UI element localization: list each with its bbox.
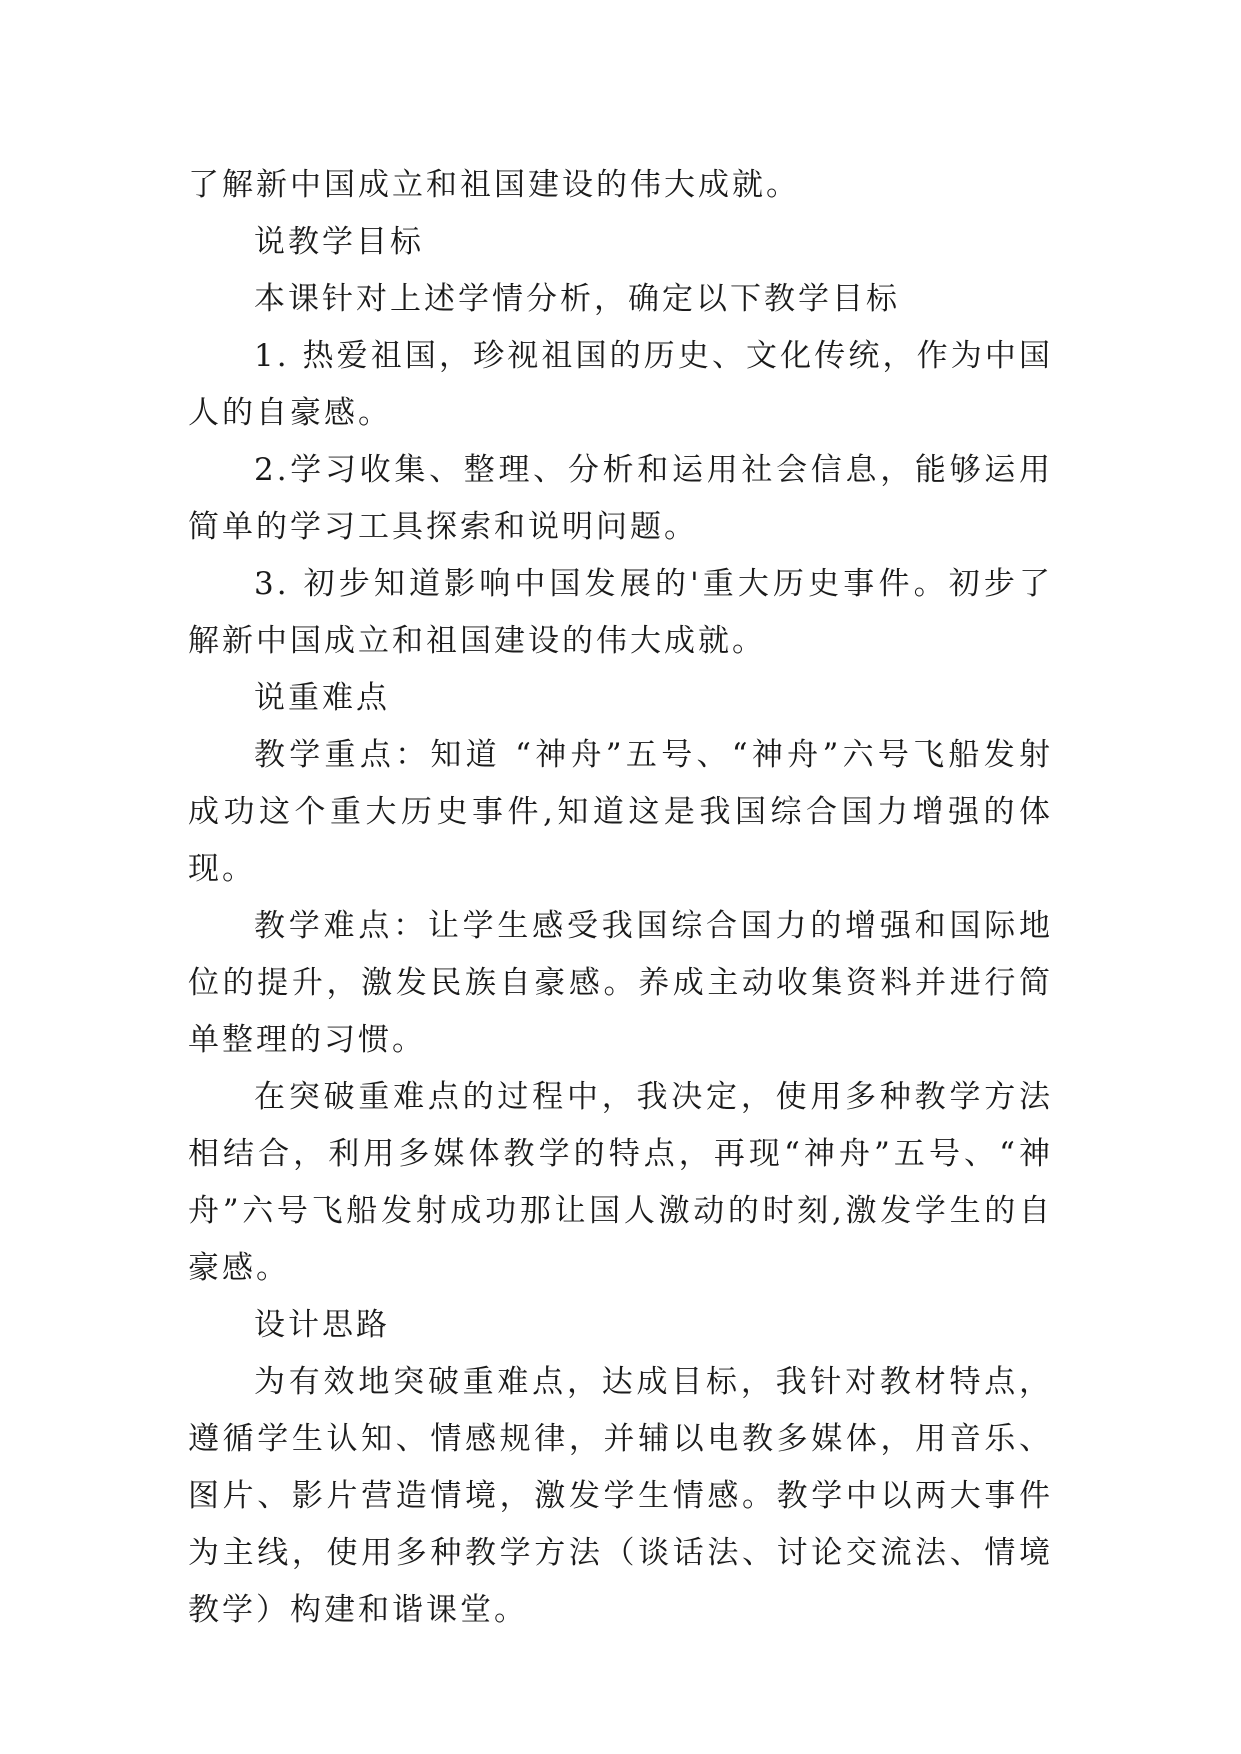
paragraph-key-points: 教学重点：知道 “神舟”五号、“神舟”六号飞船发射成功这个重大历史事件,知道这是我国综合国力增强的体现。 <box>188 737 1053 887</box>
heading-key-difficulties: 说重难点 <box>254 680 390 716</box>
goal-item-1: 1. 热爱祖国，珍视祖国的历史、文化传统，作为中国人的自豪感。 <box>188 338 1053 431</box>
paragraph-continuation: 了解新中国成立和祖国建设的伟大成就。 <box>188 167 800 203</box>
goal-item-2: 2.学习收集、整理、分析和运用社会信息，能够运用简单的学习工具探索和说明问题。 <box>188 452 1053 545</box>
paragraph-difficulties: 教学难点：让学生感受我国综合国力的增强和国际地位的提升，激发民族自豪感。养成主动收集资料并进行简单整理的习惯。 <box>188 908 1053 1058</box>
paragraph-design-ideas: 为有效地突破重难点，达成目标，我针对教材特点，遵循学生认知、情感规律，并辅以电教多媒体，用音乐、图片、影片营造情境，激发学生情感。教学中以两大事件为主线，使用多种教学方法（谈话法、讨论交流法、情境教学）构建和谐课堂。 <box>188 1364 1053 1628</box>
heading-teaching-goals: 说教学目标 <box>254 224 424 260</box>
heading-design-ideas: 设计思路 <box>254 1307 390 1343</box>
document-body <box>188 157 1053 1639</box>
paragraph-approach: 在突破重难点的过程中，我决定，使用多种教学方法相结合，利用多媒体教学的特点，再现“神舟”五号、“神舟”六号飞船发射成功那让国人激动的时刻,激发学生的自豪感。 <box>188 1079 1053 1286</box>
paragraph-goals-intro: 本课针对上述学情分析，确定以下教学目标 <box>254 281 900 317</box>
goal-item-3: 3. 初步知道影响中国发展的'重大历史事件。初步了解新中国成立和祖国建设的伟大成就。 <box>188 566 1053 659</box>
